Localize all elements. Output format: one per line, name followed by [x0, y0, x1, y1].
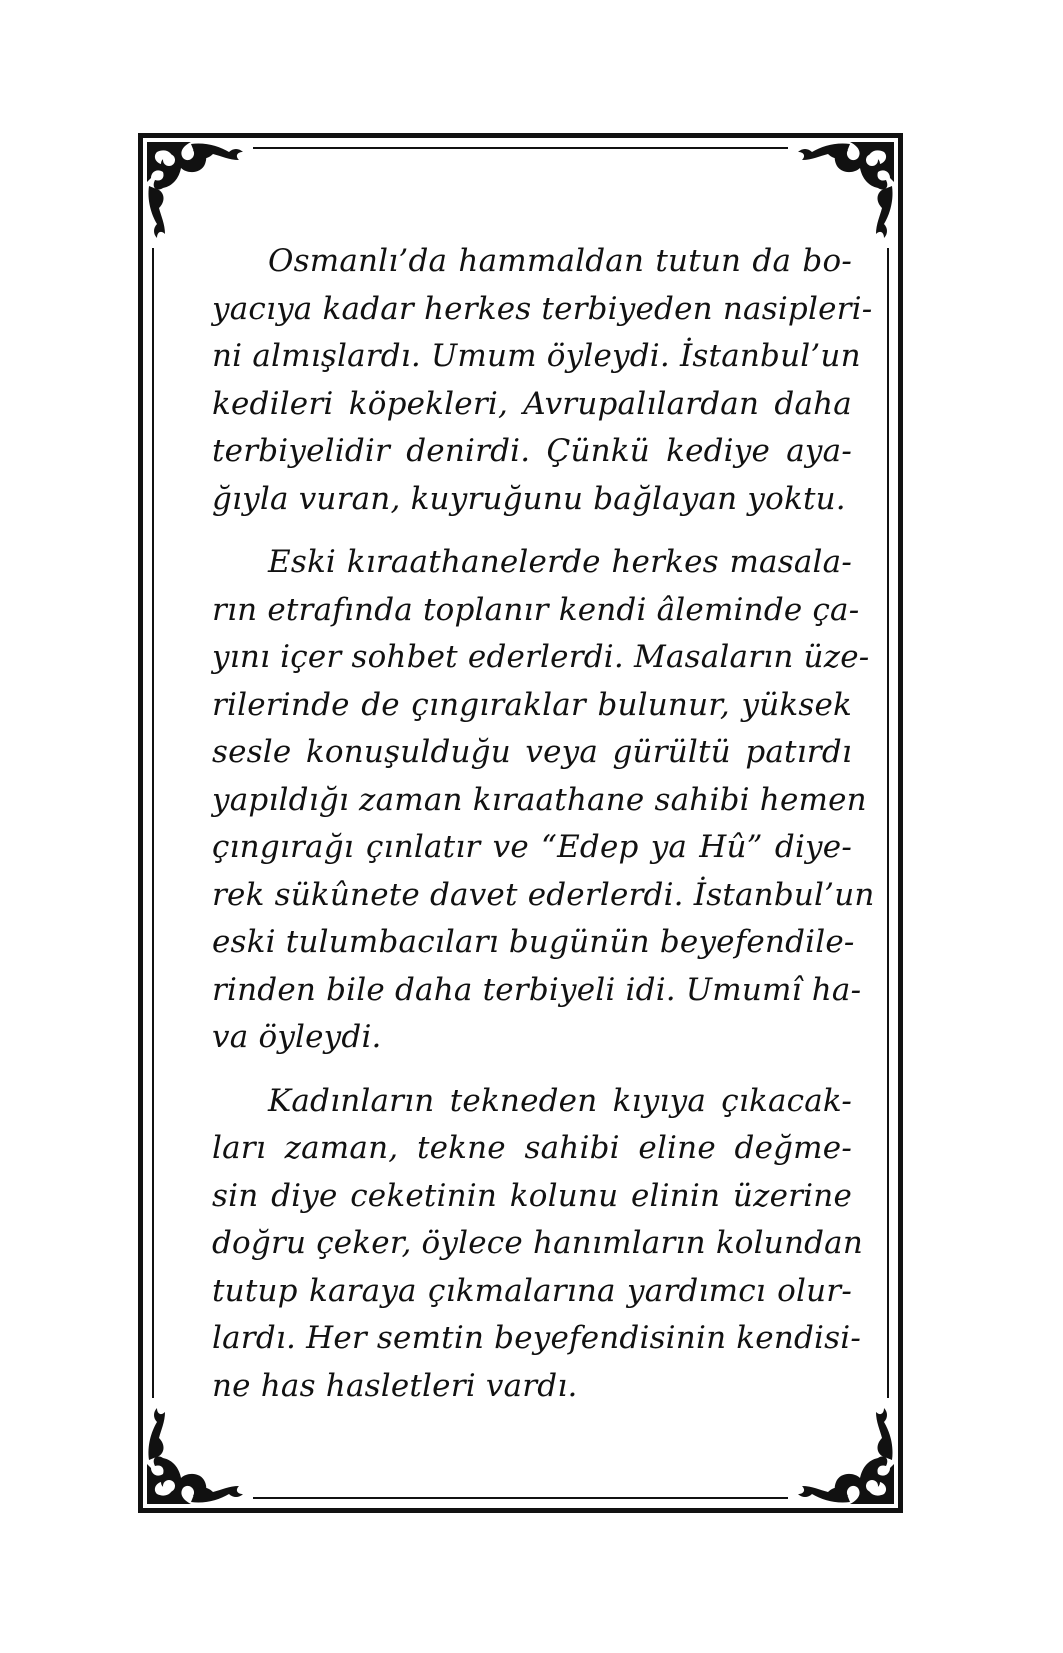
- text-line: rilerinde de çıngıraklar bulunur, yüksek: [212, 686, 852, 723]
- paragraph-3: [212, 1078, 864, 1411]
- text-line: ni almışlardı. Umum öyleydi. İstanbul’un: [212, 338, 861, 374]
- floral-corner-ornament-icon: [788, 138, 898, 248]
- text-line: çıngırağı çınlatır ve “Edep ya Hû” diye-: [212, 829, 852, 865]
- text-line: sin diye ceketinin kolunu elinin üzerine: [212, 1177, 852, 1214]
- text-line: Eski kıraathanelerde herkes masala-: [268, 544, 852, 580]
- text-line: lardı. Her semtin beyefendisinin kendisi-: [212, 1320, 862, 1356]
- text-line: kedileri köpekleri, Avrupalılardan daha: [212, 385, 852, 422]
- body-text: [212, 238, 875, 1426]
- text-line: yacıya kadar herkes terbiyeden nasipleri-: [212, 290, 873, 327]
- text-line: Osmanlı’da hammaldan tutun da bo-: [268, 243, 852, 279]
- text-line: rın etrafında toplanır kendi âleminde ça-: [212, 591, 860, 628]
- text-line: yını içer sohbet ederlerdi. Masaların üze-: [212, 639, 870, 675]
- text-line: ğıyla vuran, kuyruğunu bağlayan yoktu.: [212, 480, 846, 517]
- text-line: tutup karaya çıkmalarına yardımcı olur-: [212, 1272, 852, 1309]
- text-line: terbiyelidir denirdi. Çünkü kediye aya-: [212, 433, 852, 469]
- text-line: ları zaman, tekne sahibi eline değme-: [212, 1130, 852, 1166]
- text-line: doğru çeker, öylece hanımların kolundan: [212, 1225, 864, 1261]
- paragraph-2: [212, 539, 875, 1062]
- text-line: rek sükûnete davet ederlerdi. İstanbul’un: [212, 876, 875, 913]
- text-line: ne has hasletleri vardı.: [212, 1367, 578, 1404]
- floral-corner-ornament-icon: [143, 138, 253, 248]
- text-line: va öyleydi.: [212, 1019, 382, 1055]
- text-line: sesle konuşulduğu veya gürültü patırdı: [212, 734, 852, 770]
- text-line: yapıldığı zaman kıraathane sahibi hemen: [212, 781, 867, 818]
- text-line: Kadınların tekneden kıyıya çıkacak-: [268, 1082, 852, 1119]
- text-line: eski tulumbacıları bugünün beyefendile-: [212, 924, 855, 960]
- paragraph-1: [212, 238, 873, 523]
- text-line: rinden bile daha terbiyeli idi. Umumî ha-: [212, 971, 862, 1008]
